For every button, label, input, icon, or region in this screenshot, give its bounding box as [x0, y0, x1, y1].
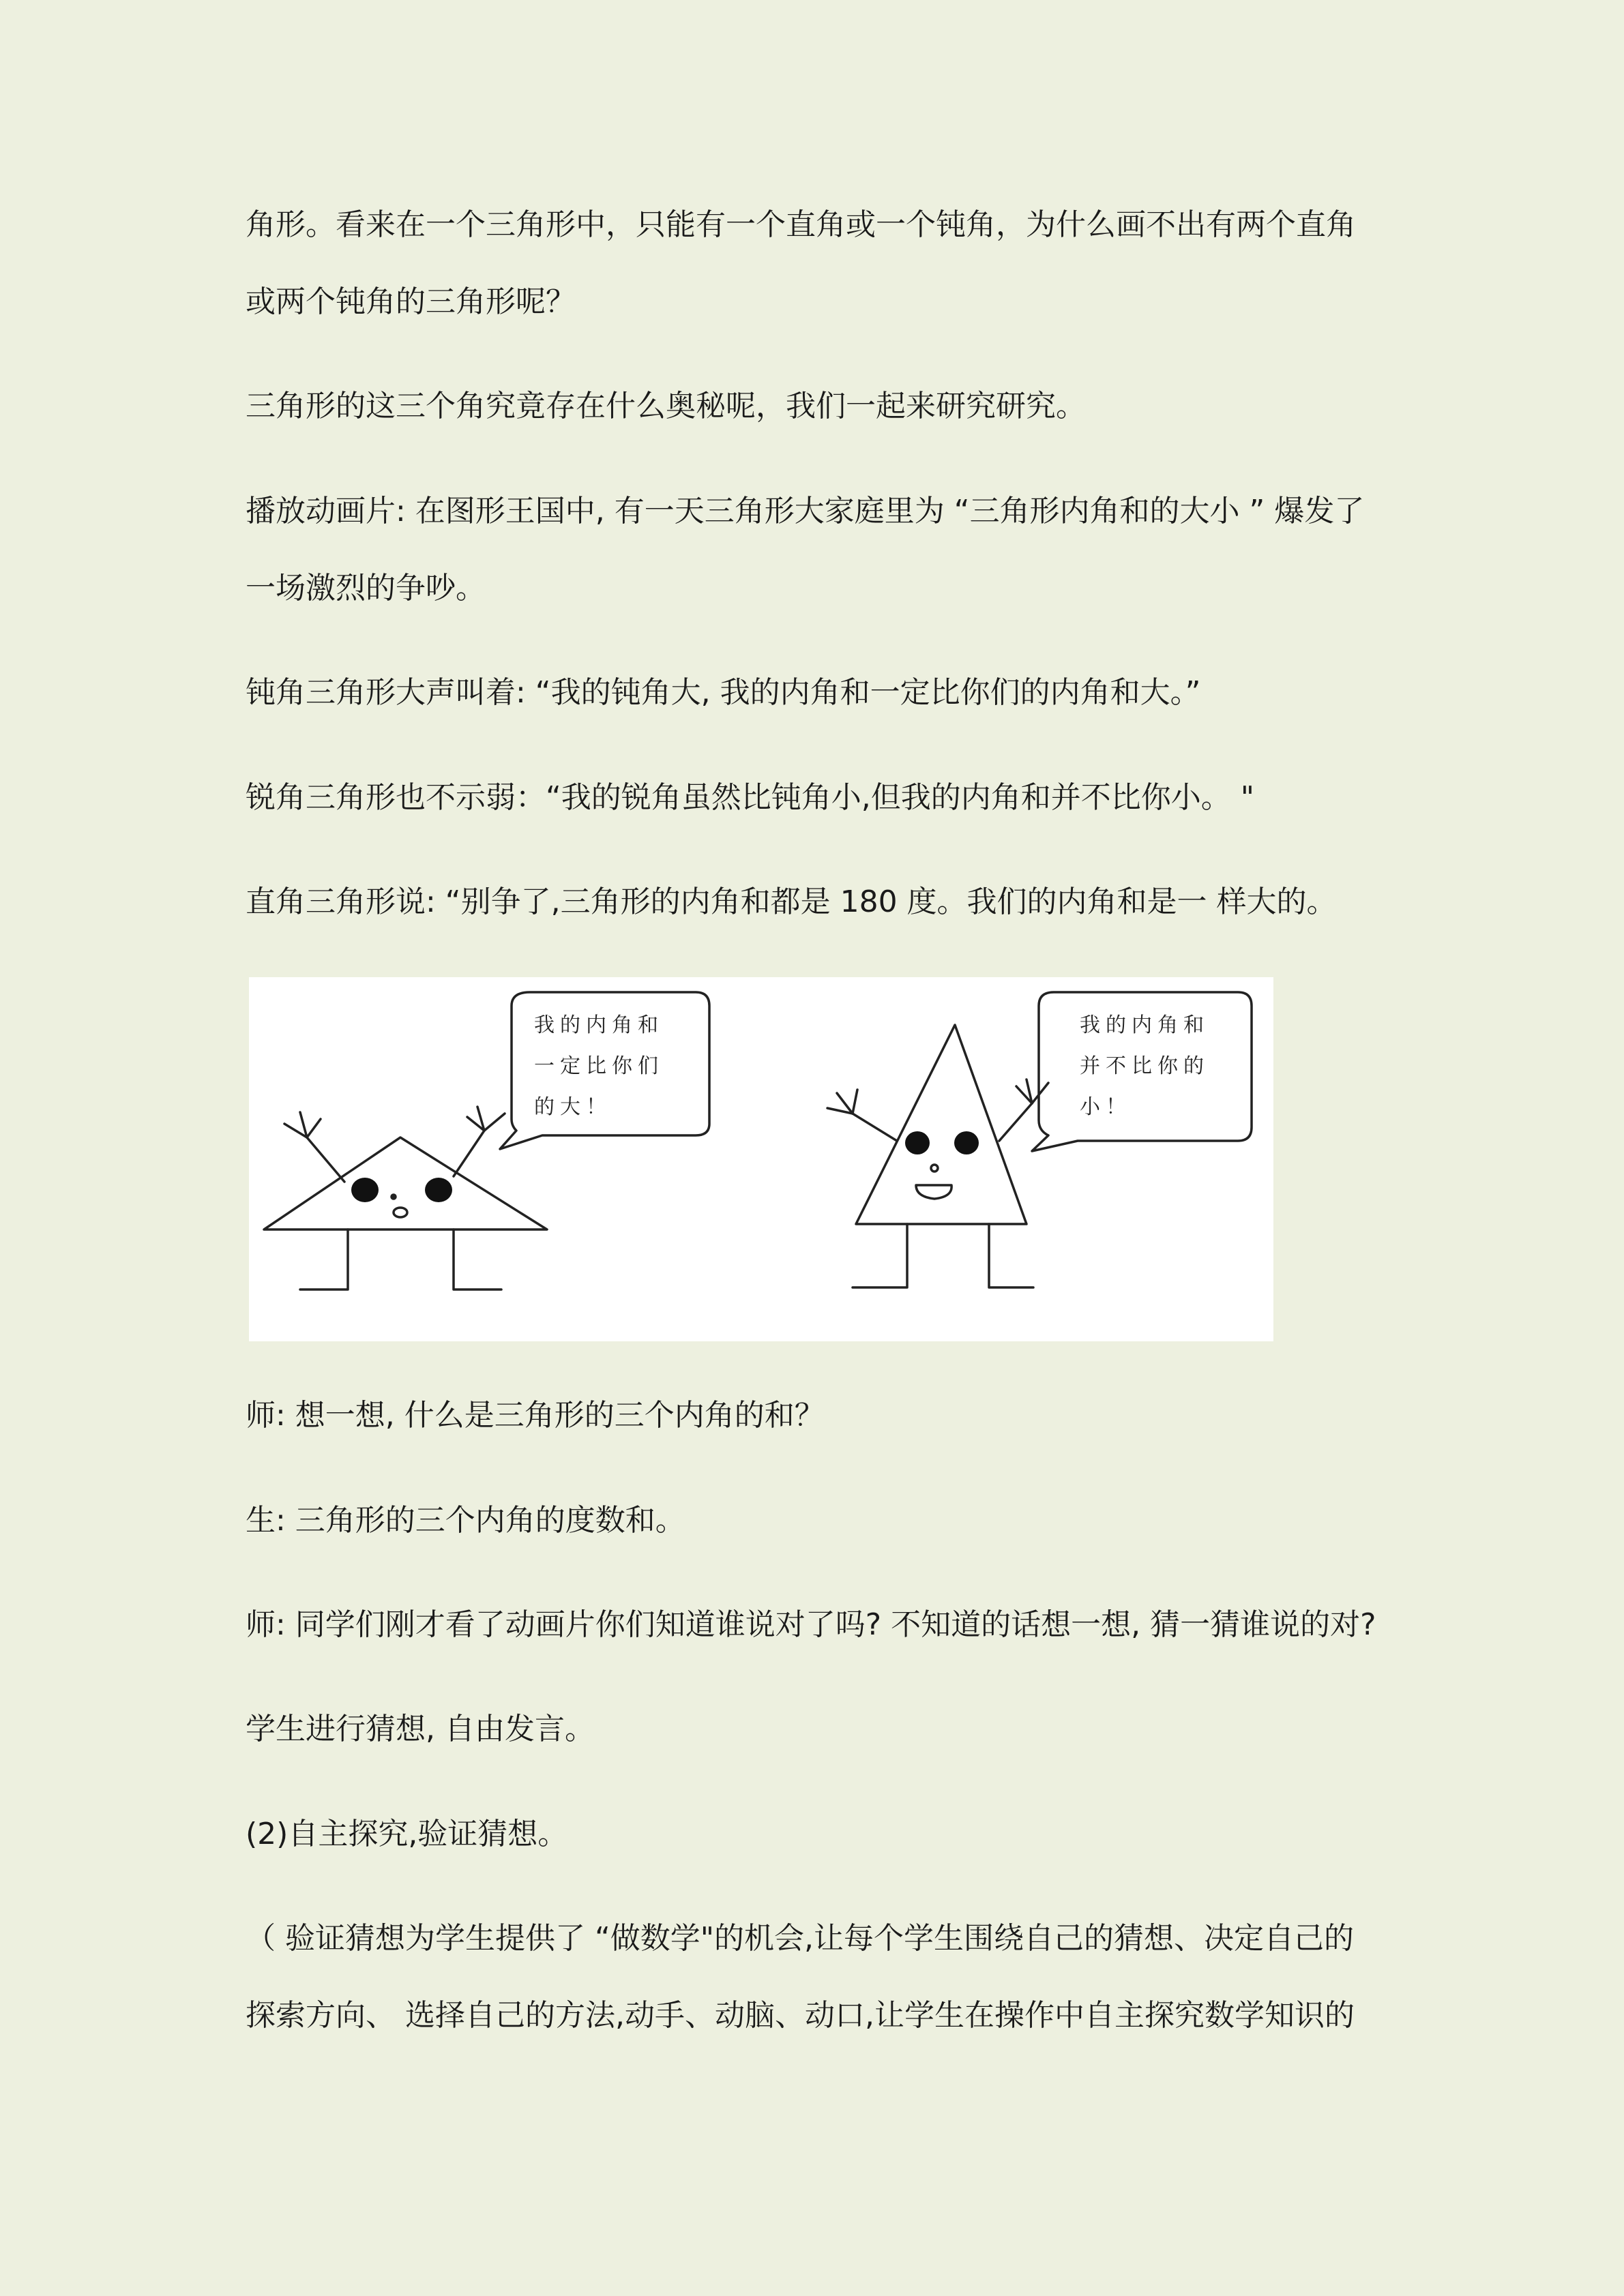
paragraph-line: 或两个钝角的三角形呢？ — [246, 284, 576, 319]
obtuse-triangle-left-leg — [300, 1229, 348, 1289]
obtuse-triangle-right-eye — [425, 1178, 452, 1202]
paragraph-line: 师: 同学们刚才看了动画片你们知道谁说对了吗? 不知道的话想一想, 猜一猜谁说的对? — [246, 1607, 1376, 1642]
acute-triangle-left-eye — [905, 1131, 930, 1154]
paragraph-line: 一场激烈的争吵。 — [246, 571, 486, 606]
left-bubble-line: 我的内角和 — [534, 1013, 664, 1037]
acute-triangle-left-arm — [853, 1114, 897, 1141]
cartoon-triangles-figure — [249, 977, 1273, 1341]
paragraph-line: (2)自主探究,验证猜想。 — [246, 1817, 568, 1851]
paragraph-line: 探索方向、 选择自己的方法,动手、动脑、动口,让学生在操作中自主探究数学知识的 — [246, 1998, 1355, 2033]
paragraph-line: 学生进行猜想, 自由发言。 — [246, 1712, 595, 1746]
paragraph-line: 三角形的这三个角究竟存在什么奥秘呢，我们一起来研究研究。 — [246, 389, 1086, 423]
paragraph-line: （ 验证猜想为学生提供了 “做数学"的机会,让每个学生围绕自己的猜想、决定自己的 — [246, 1921, 1354, 1956]
acute-triangle-mouth — [916, 1185, 951, 1199]
paragraph-line: 角形。看来在一个三角形中，只能有一个直角或一个钝角，为什么画不出有两个直角 — [246, 207, 1356, 242]
right-bubble-line: 小！ — [1080, 1095, 1132, 1119]
cartoon-illustration — [249, 977, 1273, 1341]
right-bubble-line: 我的内角和 — [1080, 1013, 1209, 1037]
obtuse-triangle-left-arm — [307, 1137, 344, 1182]
left-bubble-line: 一定比你们 — [534, 1054, 664, 1078]
paragraph-line: 师: 想一想, 什么是三角形的三个内角的和？ — [246, 1398, 825, 1433]
obtuse-triangle-right-arm — [454, 1131, 484, 1176]
acute-triangle-body — [856, 1025, 1027, 1224]
left-bubble-line: 的大！ — [534, 1095, 612, 1119]
obtuse-triangle-left-eye — [351, 1178, 379, 1202]
paragraph-line: 直角三角形说: “别争了,三角形的内角和都是 180 度。我们的内角和是一 样大的。 — [246, 884, 1337, 919]
obtuse-triangle-mouth — [394, 1208, 407, 1217]
paragraph-line: 生: 三角形的三个内角的度数和。 — [246, 1503, 685, 1538]
acute-triangle-left-leg — [853, 1224, 907, 1287]
right-bubble-line: 并不比你的 — [1080, 1054, 1209, 1078]
obtuse-triangle-right-leg — [454, 1229, 501, 1289]
acute-triangle-right-leg — [989, 1224, 1033, 1287]
paragraph-line: 锐角三角形也不示弱：“我的锐角虽然比钝角小,但我的内角和并不比你小。 " — [246, 780, 1255, 815]
acute-triangle-right-arm — [999, 1103, 1032, 1141]
paragraph-line: 播放动画片: 在图形王国中, 有一天三角形大家庭里为 “三角形内角和的大小 ” 爆发了 — [246, 494, 1365, 528]
paragraph-line: 钝角三角形大声叫着: “我的钝角大, 我的内角和一定比你们的内角和大。” — [246, 675, 1201, 710]
acute-triangle-right-eye — [954, 1131, 979, 1154]
